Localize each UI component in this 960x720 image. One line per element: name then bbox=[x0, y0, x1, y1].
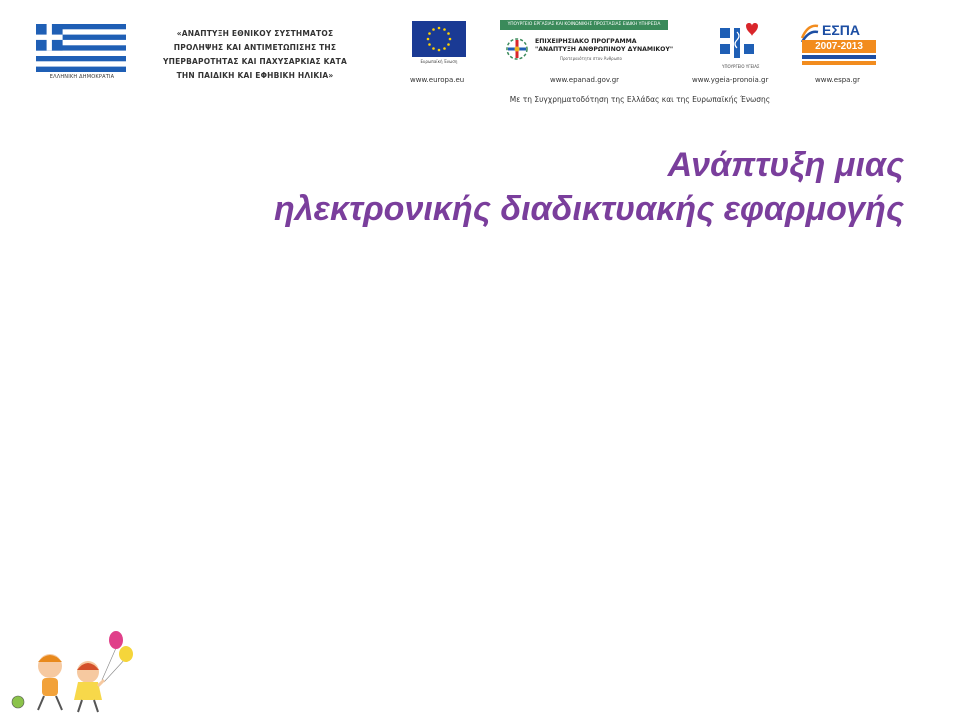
europa-url[interactable]: www.europa.eu bbox=[410, 76, 465, 84]
health-ministry-logo bbox=[716, 22, 762, 64]
project-title bbox=[140, 27, 370, 83]
espa-bar bbox=[802, 55, 876, 59]
op-header-bar: ΥΠΟΥΡΓΕΙΟ ΕΡΓΑΣΙΑΣ ΚΑΙ ΚΟΙΝΩΝΙΚΗΣ ΠΡΟΣΤΑΣΙΑΣ ΕΙΔΙΚΗ ΥΠΗΡΕΣΙΑ bbox=[500, 20, 668, 30]
espa-text: ΕΣΠΑ bbox=[822, 22, 860, 38]
greek-flag-icon bbox=[36, 24, 126, 72]
project-title-line: «ΑΝΑΠΤΥΞΗ ΕΘΝΙΚΟΥ ΣΥΣΤΗΜΑΤΟΣ bbox=[176, 29, 334, 38]
project-title-line: ΠΡΟΛΗΨΗΣ ΚΑΙ ΑΝΤΙΜΕΤΩΠΙΣΗΣ ΤΗΣ bbox=[173, 43, 337, 52]
op-subtitle: Προτεραιότητα στον Άνθρωπο bbox=[560, 56, 622, 61]
slide-title bbox=[104, 143, 904, 231]
greek-flag-logo bbox=[36, 24, 128, 80]
project-title-line: ΤΗΝ ΠΑΙΔΙΚΗ ΚΑΙ ΕΦΗΒΙΚΗ ΗΛΙΚΙΑ» bbox=[176, 71, 334, 80]
greek-flag-caption: ΕΛΛΗΝΙΚΗ ΔΗΜΟΚΡΑΤΙΑ bbox=[49, 74, 115, 80]
children-balloons-illustration bbox=[4, 630, 144, 716]
cofunding-note: Με τη Συγχρηματοδότηση της Ελλάδας και της Ευρωπαϊκής Ένωσης bbox=[509, 95, 771, 104]
ygeia-url[interactable]: www.ygeia-pronoia.gr bbox=[692, 76, 769, 84]
health-caption: ΥΠΟΥΡΓΕΙΟ ΥΓΕΙΑΣ bbox=[722, 64, 760, 69]
slide-title-line: ηλεκτρονικής διαδικτυακής εφαρμογής bbox=[274, 190, 904, 228]
eu-caption: Ευρωπαϊκή Ένωση bbox=[420, 59, 458, 64]
slide-title-line: Ανάπτυξη μιας bbox=[667, 146, 904, 184]
epanad-url[interactable]: www.epanad.gov.gr bbox=[550, 76, 620, 84]
espa-years: 2007-2013 bbox=[802, 40, 876, 53]
project-title-line: ΥΠΕΡΒΑΡΟΤΗΤΑΣ ΚΑΙ ΠΑΧΥΣΑΡΚΙΑΣ ΚΑΤΑ bbox=[163, 57, 347, 66]
eu-flag-icon bbox=[412, 21, 466, 57]
espa-bar bbox=[802, 61, 876, 65]
op-title-line: "ΑΝΑΠΤΥΞΗ ΑΝΘΡΩΠΙΝΟΥ ΔΥΝΑΜΙΚΟΥ" bbox=[535, 46, 674, 53]
op-title bbox=[535, 38, 675, 54]
espa-url[interactable]: www.espa.gr bbox=[815, 76, 860, 84]
operational-programme-logo bbox=[503, 34, 531, 64]
op-title-line: ΕΠΙΧΕΙΡΗΣΙΑΚΟ ΠΡΟΓΡΑΜΜΑ bbox=[535, 38, 637, 45]
espa-logo bbox=[800, 22, 878, 68]
